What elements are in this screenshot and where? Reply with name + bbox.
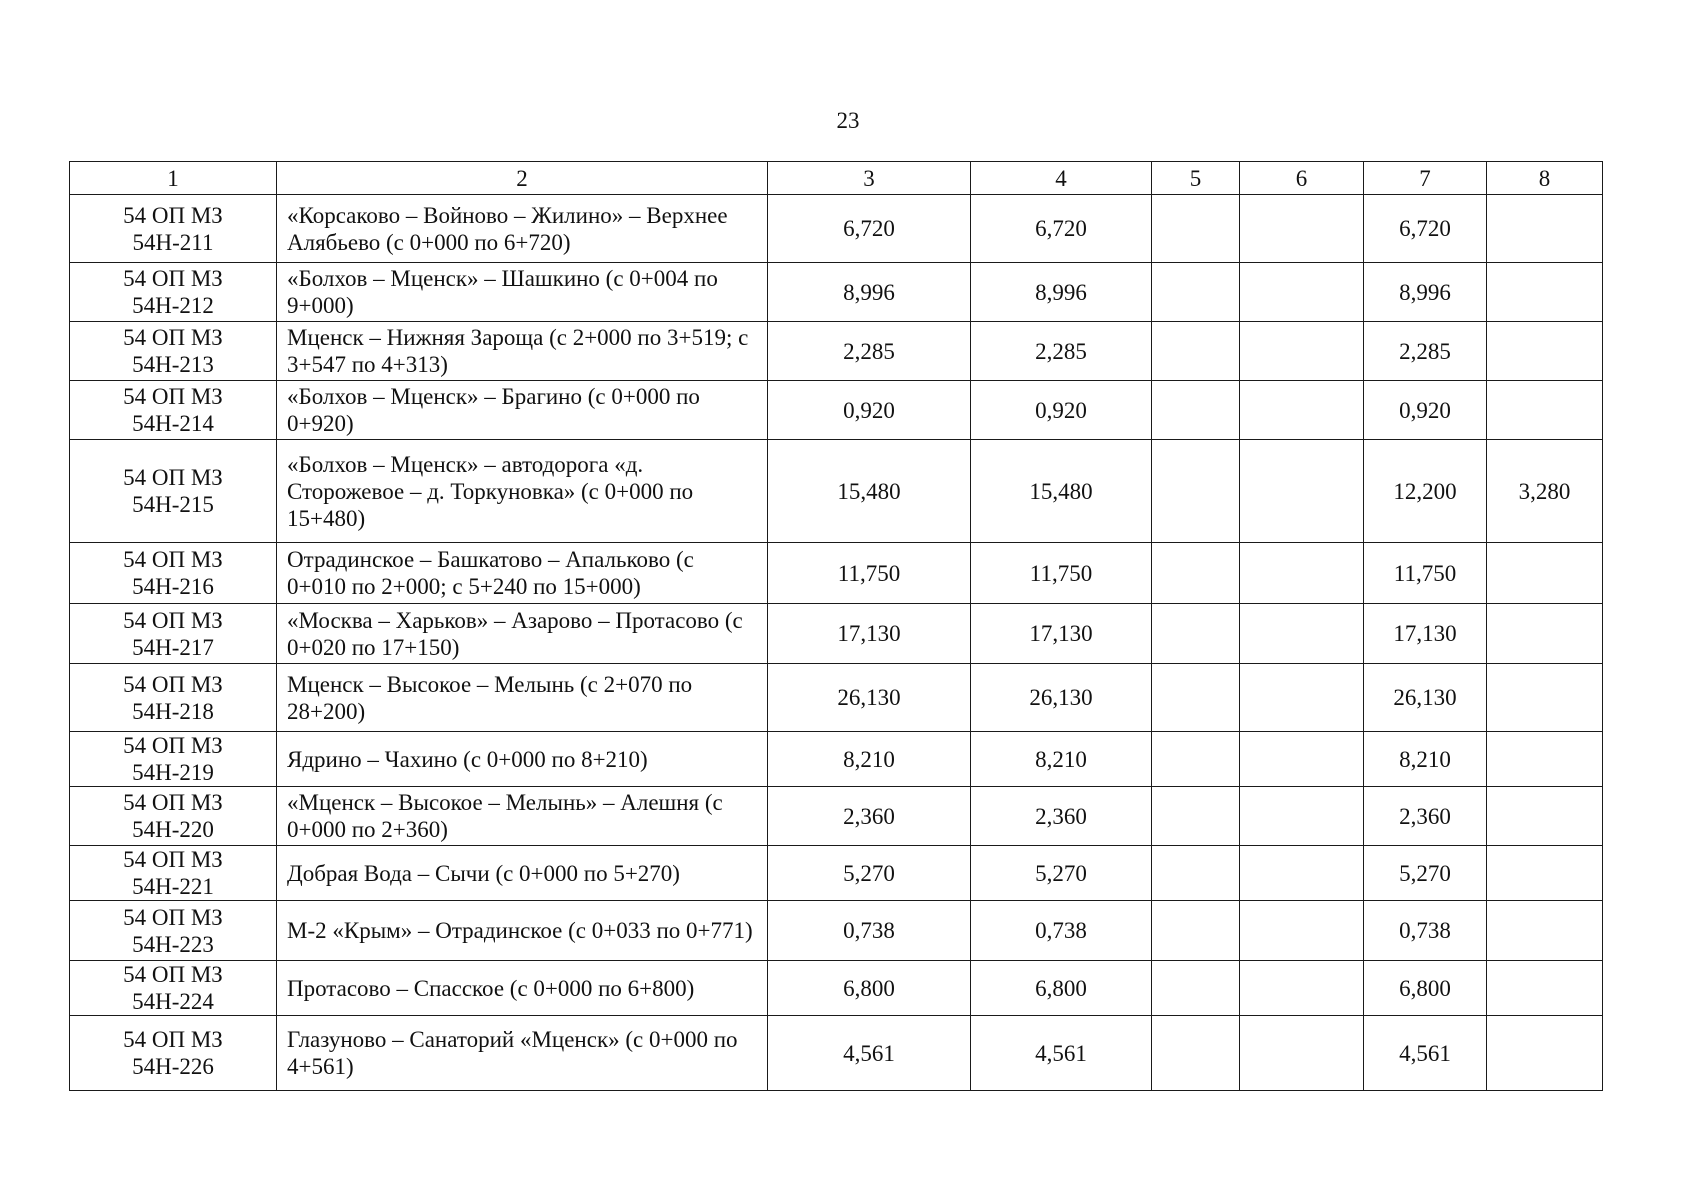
col4-value-cell: 8,996 (971, 263, 1152, 322)
col8-value-cell (1487, 604, 1603, 664)
road-code-cell: 54 ОП МЗ 54Н-217 (70, 604, 277, 664)
col5-value-cell (1152, 846, 1240, 901)
col7-value-cell: 4,561 (1364, 1016, 1487, 1091)
col7-value-cell: 6,720 (1364, 195, 1487, 263)
col5-value-cell (1152, 961, 1240, 1016)
road-name-cell: «Болхов – Мценск» – Брагино (с 0+000 по 0+920) (277, 381, 768, 440)
table-row (70, 664, 1603, 732)
road-name-cell: Протасово – Спасское (с 0+000 по 6+800) (277, 961, 768, 1016)
road-code-cell: 54 ОП МЗ 54Н-224 (70, 961, 277, 1016)
col4-value-cell: 26,130 (971, 664, 1152, 732)
col6-value-cell (1240, 440, 1364, 543)
col5-value-cell (1152, 664, 1240, 732)
col7-value-cell: 11,750 (1364, 543, 1487, 604)
col8-value-cell (1487, 381, 1603, 440)
col6-value-cell (1240, 1016, 1364, 1091)
col7-value-cell: 6,800 (1364, 961, 1487, 1016)
col4-value-cell: 15,480 (971, 440, 1152, 543)
col3-value-cell: 5,270 (768, 846, 971, 901)
col3-value-cell: 4,561 (768, 1016, 971, 1091)
col3-value-cell: 15,480 (768, 440, 971, 543)
col3-value-cell: 17,130 (768, 604, 971, 664)
table-row (70, 440, 1603, 543)
table-row (70, 732, 1603, 787)
table-header (70, 162, 1603, 195)
col3-value-cell: 0,738 (768, 901, 971, 961)
col4-value-cell: 5,270 (971, 846, 1152, 901)
col7-value-cell: 2,285 (1364, 322, 1487, 381)
road-code-cell: 54 ОП МЗ 54Н-213 (70, 322, 277, 381)
page-number: 23 (836, 108, 860, 133)
table-row (70, 1016, 1603, 1091)
col4-value-cell: 0,738 (971, 901, 1152, 961)
road-code-cell: 54 ОП МЗ 54Н-223 (70, 901, 277, 961)
col7-value-cell: 2,360 (1364, 787, 1487, 846)
column-header-4: 4 (971, 162, 1152, 195)
col3-value-cell: 2,360 (768, 787, 971, 846)
column-header-2: 2 (277, 162, 768, 195)
road-code-cell: 54 ОП МЗ 54Н-214 (70, 381, 277, 440)
col4-value-cell: 8,210 (971, 732, 1152, 787)
table-row (70, 381, 1603, 440)
col8-value-cell (1487, 195, 1603, 263)
col5-value-cell (1152, 604, 1240, 664)
road-code-cell: 54 ОП МЗ 54Н-215 (70, 440, 277, 543)
col6-value-cell (1240, 543, 1364, 604)
col8-value-cell (1487, 787, 1603, 846)
col5-value-cell (1152, 381, 1240, 440)
road-name-cell: М-2 «Крым» – Отрадинское (с 0+033 по 0+771) (277, 901, 768, 961)
col8-value-cell (1487, 1016, 1603, 1091)
col6-value-cell (1240, 195, 1364, 263)
col6-value-cell (1240, 732, 1364, 787)
col6-value-cell (1240, 604, 1364, 664)
road-name-cell: «Мценск – Высокое – Мелынь» – Алешня (с 0+000 по 2+360) (277, 787, 768, 846)
col5-value-cell (1152, 901, 1240, 961)
road-name-cell: Глазуново – Санаторий «Мценск» (с 0+000 по 4+561) (277, 1016, 768, 1091)
road-name-cell: «Болхов – Мценск» – автодорога «д. Сторожевое – д. Торкуновка» (с 0+000 по 15+480) (277, 440, 768, 543)
col3-value-cell: 0,920 (768, 381, 971, 440)
col6-value-cell (1240, 901, 1364, 961)
col5-value-cell (1152, 263, 1240, 322)
road-code-cell: 54 ОП МЗ 54Н-212 (70, 263, 277, 322)
col8-value-cell (1487, 846, 1603, 901)
col6-value-cell (1240, 846, 1364, 901)
col3-value-cell: 6,800 (768, 961, 971, 1016)
col5-value-cell (1152, 195, 1240, 263)
col3-value-cell: 2,285 (768, 322, 971, 381)
col6-value-cell (1240, 263, 1364, 322)
col4-value-cell: 2,360 (971, 787, 1152, 846)
col3-value-cell: 8,996 (768, 263, 971, 322)
col5-value-cell (1152, 440, 1240, 543)
table-row (70, 961, 1603, 1016)
col4-value-cell: 6,720 (971, 195, 1152, 263)
col8-value-cell (1487, 664, 1603, 732)
col4-value-cell: 17,130 (971, 604, 1152, 664)
column-header-6: 6 (1240, 162, 1364, 195)
col6-value-cell (1240, 322, 1364, 381)
road-name-cell: «Москва – Харьков» – Азарово – Протасово (с 0+020 по 17+150) (277, 604, 768, 664)
col6-value-cell (1240, 787, 1364, 846)
road-name-cell: Мценск – Нижняя Зароща (с 2+000 по 3+519; с 3+547 по 4+313) (277, 322, 768, 381)
table-row (70, 195, 1603, 263)
col7-value-cell: 0,920 (1364, 381, 1487, 440)
road-name-cell: Мценск – Высокое – Мелынь (с 2+070 по 28+200) (277, 664, 768, 732)
road-name-cell: Добрая Вода – Сычи (с 0+000 по 5+270) (277, 846, 768, 901)
table-row (70, 543, 1603, 604)
col7-value-cell: 5,270 (1364, 846, 1487, 901)
col8-value-cell (1487, 901, 1603, 961)
col6-value-cell (1240, 664, 1364, 732)
road-code-cell: 54 ОП МЗ 54Н-211 (70, 195, 277, 263)
col5-value-cell (1152, 787, 1240, 846)
col8-value-cell (1487, 322, 1603, 381)
col3-value-cell: 8,210 (768, 732, 971, 787)
col6-value-cell (1240, 381, 1364, 440)
table-row (70, 263, 1603, 322)
col7-value-cell: 12,200 (1364, 440, 1487, 543)
road-name-cell: «Болхов – Мценск» – Шашкино (с 0+004 по 9+000) (277, 263, 768, 322)
column-header-1: 1 (70, 162, 277, 195)
col5-value-cell (1152, 543, 1240, 604)
col3-value-cell: 26,130 (768, 664, 971, 732)
road-code-cell: 54 ОП МЗ 54Н-218 (70, 664, 277, 732)
road-code-cell: 54 ОП МЗ 54Н-220 (70, 787, 277, 846)
col4-value-cell: 4,561 (971, 1016, 1152, 1091)
col8-value-cell (1487, 263, 1603, 322)
col4-value-cell: 2,285 (971, 322, 1152, 381)
road-code-cell: 54 ОП МЗ 54Н-216 (70, 543, 277, 604)
table-body (70, 195, 1603, 1091)
table-row (70, 901, 1603, 961)
column-header-8: 8 (1487, 162, 1603, 195)
roads-table (69, 161, 1603, 1091)
column-header-5: 5 (1152, 162, 1240, 195)
table-row (70, 604, 1603, 664)
col5-value-cell (1152, 322, 1240, 381)
col3-value-cell: 6,720 (768, 195, 971, 263)
table-row (70, 322, 1603, 381)
col8-value-cell (1487, 543, 1603, 604)
col8-value-cell (1487, 961, 1603, 1016)
col4-value-cell: 0,920 (971, 381, 1152, 440)
col8-value-cell (1487, 732, 1603, 787)
col5-value-cell (1152, 1016, 1240, 1091)
road-name-cell: «Корсаково – Войново – Жилино» – Верхнее Алябьево (с 0+000 по 6+720) (277, 195, 768, 263)
col3-value-cell: 11,750 (768, 543, 971, 604)
road-name-cell: Ядрино – Чахино (с 0+000 по 8+210) (277, 732, 768, 787)
column-header-7: 7 (1364, 162, 1487, 195)
col8-value-cell: 3,280 (1487, 440, 1603, 543)
col5-value-cell (1152, 732, 1240, 787)
col6-value-cell (1240, 961, 1364, 1016)
col7-value-cell: 17,130 (1364, 604, 1487, 664)
col4-value-cell: 11,750 (971, 543, 1152, 604)
col7-value-cell: 8,210 (1364, 732, 1487, 787)
table-row (70, 846, 1603, 901)
col4-value-cell: 6,800 (971, 961, 1152, 1016)
road-code-cell: 54 ОП МЗ 54Н-221 (70, 846, 277, 901)
col7-value-cell: 8,996 (1364, 263, 1487, 322)
column-header-3: 3 (768, 162, 971, 195)
road-name-cell: Отрадинское – Башкатово – Апальково (с 0+010 по 2+000; с 5+240 по 15+000) (277, 543, 768, 604)
road-code-cell: 54 ОП МЗ 54Н-219 (70, 732, 277, 787)
table-row (70, 787, 1603, 846)
header-row (70, 162, 1603, 195)
col7-value-cell: 26,130 (1364, 664, 1487, 732)
col7-value-cell: 0,738 (1364, 901, 1487, 961)
road-code-cell: 54 ОП МЗ 54Н-226 (70, 1016, 277, 1091)
